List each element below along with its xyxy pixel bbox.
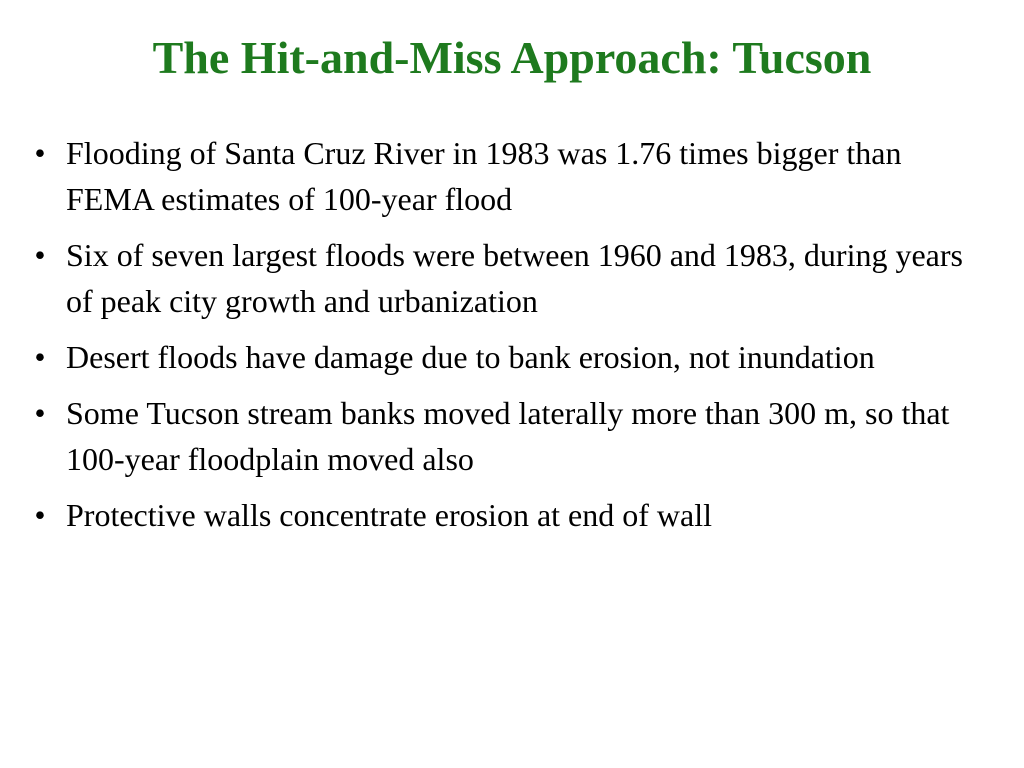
bullet-text: Flooding of Santa Cruz River in 1983 was 1.76 times bigger than FEMA estimates of 100-year flood: [66, 135, 902, 217]
bullet-text: Some Tucson stream banks moved laterally more than 300 m, so that 100-year floodplain moved also: [66, 395, 950, 477]
bullet-text: Desert floods have damage due to bank erosion, not inundation: [66, 339, 875, 375]
bullet-text: Protective walls concentrate erosion at end of wall: [66, 497, 712, 533]
bullet-item: [28, 492, 988, 538]
bullet-icon: •: [34, 395, 46, 431]
bullet-item: [28, 334, 988, 380]
slide-title: The Hit-and-Miss Approach: Tucson: [152, 32, 872, 83]
bullet-item: [28, 130, 988, 222]
bullet-icon: •: [34, 237, 46, 273]
bullet-item: [28, 232, 988, 324]
bullet-item: [28, 390, 988, 482]
bullet-text: Six of seven largest floods were between 1960 and 1983, during years of peak city growth and urbanization: [66, 237, 963, 319]
bullet-icon: •: [34, 497, 46, 533]
bullet-icon: •: [34, 135, 46, 171]
bullet-icon: •: [34, 339, 46, 375]
bullet-list: [28, 130, 988, 548]
